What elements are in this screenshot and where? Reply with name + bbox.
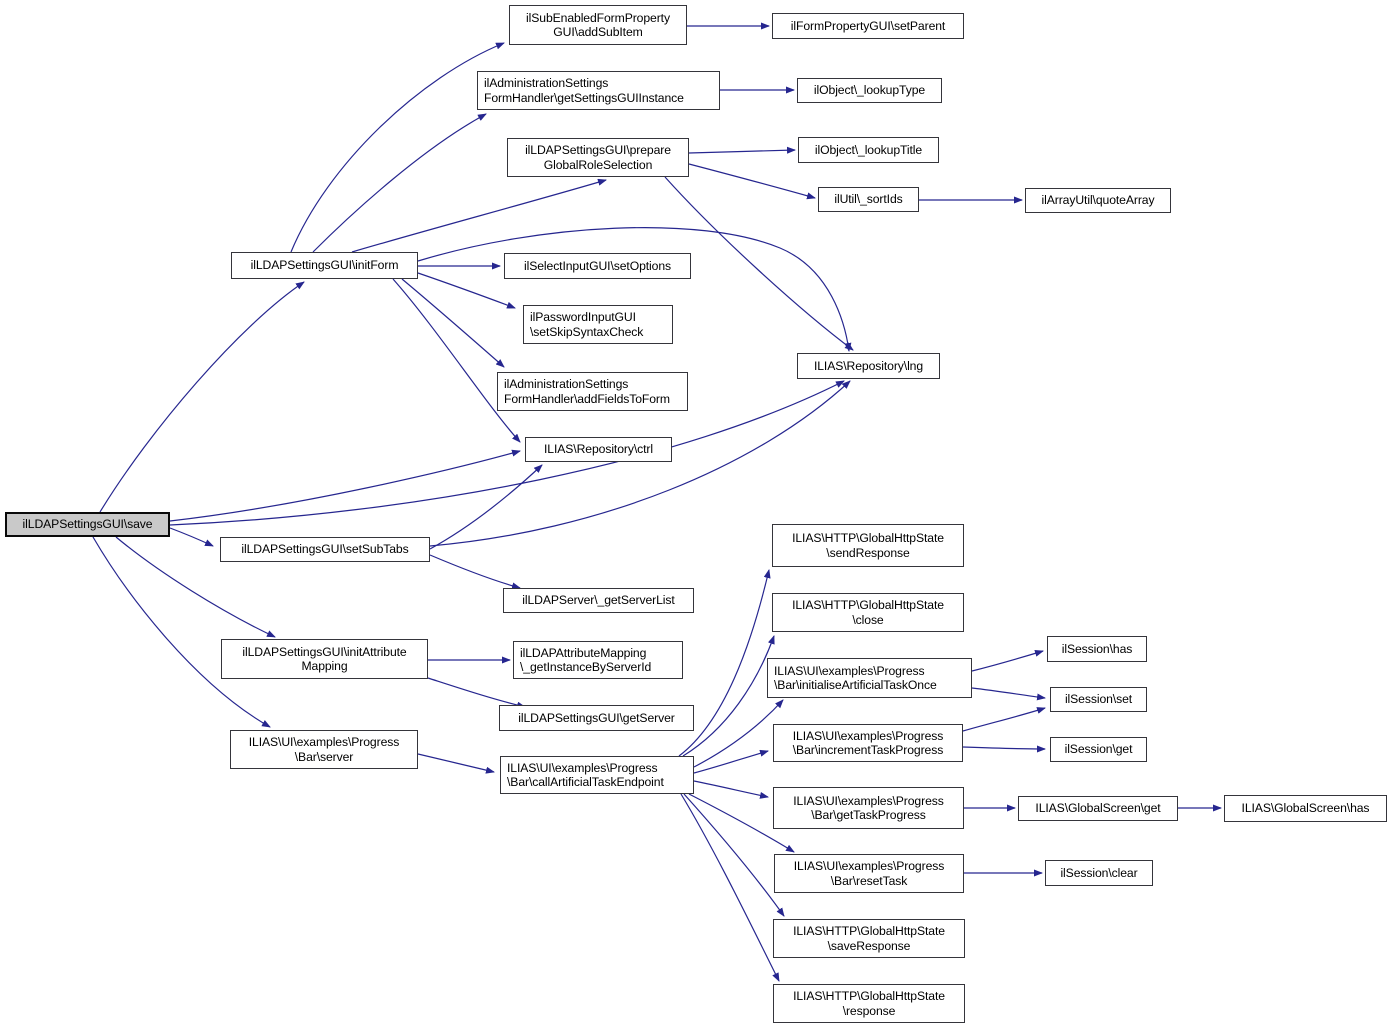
graph-node-label-line: ILIAS\UI\examples\Progress [793,793,944,808]
graph-node-sendResponse[interactable] [772,524,964,567]
edge-progressBarServer-to-callArtificialTaskEndpoint [418,754,494,772]
graph-node-label-line: FormHandler\getSettingsGUIInstance [484,90,684,105]
graph-node-setParent[interactable] [772,13,964,39]
graph-node-progressBarServer[interactable] [230,730,418,769]
edge-callArtificialTaskEndpoint-to-getTaskProgress [694,781,768,797]
graph-node-sessionHas[interactable] [1047,636,1147,662]
graph-node-sessionGet[interactable] [1050,737,1147,762]
graph-node-label-line: ilUtil\_sortIds [834,192,903,207]
graph-node-label-line: Mapping [301,659,348,673]
graph-node-getTaskProgress[interactable] [773,787,964,829]
graph-node-label-line: ILIAS\UI\examples\Progress [774,663,925,678]
edge-setSubTabs-to-ctrl [430,465,542,549]
graph-node-label-line: ilLDAPServer\_getServerList [522,593,675,608]
edge-callArtificialTaskEndpoint-to-incrementTaskProgress [694,751,768,773]
graph-node-label-line: ILIAS\UI\examples\Progress [507,760,658,775]
graph-node-label-line: \close [852,612,884,627]
graph-node-label-line: ILIAS\Repository\ctrl [544,442,653,457]
edge-setSubTabs-to-getServerList [430,555,520,588]
graph-node-lookupTitle[interactable] [798,137,939,163]
graph-node-label-line: GlobalRoleSelection [543,157,653,172]
graph-node-label-line: ILIAS\GlobalScreen\get [1035,801,1161,816]
edge-initForm-to-setSkipSyntaxCheck [418,273,515,308]
graph-node-label-line: ilLDAPAttributeMapping [520,645,647,660]
graph-node-label-line: ilAdministrationSettings [484,76,609,90]
edge-initialiseArtificialTaskOnce-to-sessionHas [972,651,1043,671]
graph-node-sessionClear[interactable] [1045,860,1153,886]
graph-node-label-line: ILIAS\Repository\lng [813,358,924,373]
graph-node-label-line: ilObject\_lookupTitle [814,142,923,157]
graph-node-label-line: \Bar\getTaskProgress [811,808,926,822]
graph-node-lookupType[interactable] [797,78,942,103]
graph-node-label-line: \sendResponse [826,545,910,560]
graph-node-label-line: ILIAS\HTTP\GlobalHttpState [792,531,944,545]
edge-callArtificialTaskEndpoint-to-response [681,794,779,981]
edge-save-to-progressBarServer [93,537,270,727]
graph-node-setSkipSyntaxCheck[interactable] [523,305,673,344]
graph-node-label-line: ilArrayUtil\quoteArray [1041,193,1155,208]
graph-node-prepareGlobalRoleSelection[interactable] [507,138,689,177]
graph-node-label-line: \_getInstanceByServerId [520,660,652,674]
edge-callArtificialTaskEndpoint-to-saveResponse [684,794,784,916]
graph-node-label-line: \saveResponse [827,938,911,953]
graph-node-initialiseArtificialTaskOnce[interactable] [767,658,972,698]
graph-node-response[interactable] [773,984,965,1023]
graph-node-incrementTaskProgress[interactable] [773,724,963,762]
graph-node-label-line: \Bar\incrementTaskProgress [792,743,944,757]
graph-node-addFieldsToForm[interactable] [497,372,688,411]
edge-save-to-initForm [100,282,304,512]
edge-initAttributeMapping-to-getServer [428,678,525,707]
graph-node-label-line: ilLDAPSettingsGUI\setSubTabs [241,542,409,557]
graph-node-getServer[interactable] [499,705,694,731]
graph-node-label-line: ilAdministrationSettings [504,377,629,391]
graph-node-ctrl[interactable] [525,437,672,462]
edge-save-to-setSubTabs [170,528,213,546]
graph-node-initForm[interactable] [231,252,418,279]
graph-node-sortIds[interactable] [818,187,919,212]
graph-node-label-line: ILIAS\HTTP\GlobalHttpState [792,598,944,612]
graph-node-label-line: ILIAS\UI\examples\Progress [792,728,944,743]
graph-node-globalScreenGet[interactable] [1018,796,1178,821]
edge-incrementTaskProgress-to-sessionSet [963,708,1045,731]
graph-node-label-line: ilObject\_lookupType [813,83,926,98]
graph-node-label-line: ilLDAPSettingsGUI\getServer [518,710,675,725]
graph-node-label-line: \Bar\callArtificialTaskEndpoint [507,775,664,789]
graph-node-globalScreenHas[interactable] [1224,795,1387,822]
graph-node-label-line: ILIAS\HTTP\GlobalHttpState [793,989,945,1003]
graph-node-label-line: \Bar\initialiseArtificialTaskOnce [774,678,937,692]
edge-prepareGlobalRoleSelection-to-lookupTitle [689,150,795,153]
graph-node-label-line: \response [842,1003,896,1018]
graph-node-label-line: \Bar\server [294,749,354,764]
graph-node-label-line: ilLDAPSettingsGUI\save [22,517,153,532]
graph-node-label-line: FormHandler\addFieldsToForm [504,391,670,406]
graph-node-quoteArray[interactable] [1025,188,1171,213]
graph-node-resetTask[interactable] [774,854,964,893]
graph-node-setOptions[interactable] [504,253,691,279]
graph-node-sessionSet[interactable] [1050,687,1147,712]
graph-node-label-line: ilSelectInputGUI\setOptions [523,258,671,273]
edge-callArtificialTaskEndpoint-to-initialiseArtificialTaskOnce [694,700,783,767]
graph-node-getInstanceByServerId[interactable] [513,641,683,679]
graph-node-label-line: ilLDAPSettingsGUI\initAttribute [242,644,407,659]
graph-node-getSettingsGUIInstance[interactable] [477,71,720,110]
graph-node-addSubItem[interactable] [509,5,687,45]
edge-initForm-to-prepareGlobalRoleSelection [352,180,606,252]
graph-node-label-line: ILIAS\GlobalScreen\has [1241,801,1370,816]
edge-initForm-to-addSubItem [291,43,504,252]
graph-node-label-line: GUI\addSubItem [553,25,643,39]
graph-node-label-line: \setSkipSyntaxCheck [530,324,644,339]
graph-node-save[interactable] [5,512,170,537]
graph-node-label-line: ILIAS\HTTP\GlobalHttpState [793,924,945,938]
graph-node-label-line: ilSession\clear [1060,865,1138,880]
edge-initForm-to-ctrl [393,279,520,442]
edge-callArtificialTaskEndpoint-to-close [683,636,774,756]
graph-node-label-line: \Bar\resetTask [830,873,908,888]
graph-node-label-line: ILIAS\UI\examples\Progress [793,859,945,873]
graph-node-label-line: ilPasswordInputGUI [530,310,636,324]
graph-node-close[interactable] [772,593,964,632]
graph-node-label-line: ilLDAPSettingsGUI\prepare [525,143,671,157]
graph-node-callArtificialTaskEndpoint[interactable] [500,756,694,794]
graph-node-setSubTabs[interactable] [220,537,430,562]
graph-node-label-line: ILIAS\UI\examples\Progress [248,735,400,749]
graph-node-label-line: ilSubEnabledFormProperty [526,10,670,25]
edge-incrementTaskProgress-to-sessionGet [963,747,1045,749]
graph-node-label-line: ilSession\set [1064,692,1133,707]
edge-initForm-to-getSettingsGUIInstance [313,114,486,252]
graph-node-initAttributeMapping[interactable] [221,639,428,679]
graph-node-label-line: ilSession\has [1061,641,1133,656]
edge-initialiseArtificialTaskOnce-to-sessionSet [972,688,1045,698]
graph-node-label-line: ilFormPropertyGUI\setParent [790,18,946,33]
graph-node-getServerList[interactable] [503,588,694,613]
graph-node-label-line: ilSession\get [1064,742,1133,757]
edge-initForm-to-addFieldsToForm [402,279,504,367]
graph-node-saveResponse[interactable] [773,919,965,958]
edge-prepareGlobalRoleSelection-to-sortIds [689,164,815,198]
graph-node-label-line: ilLDAPSettingsGUI\initForm [250,258,399,273]
graph-node-lng[interactable] [797,353,940,379]
